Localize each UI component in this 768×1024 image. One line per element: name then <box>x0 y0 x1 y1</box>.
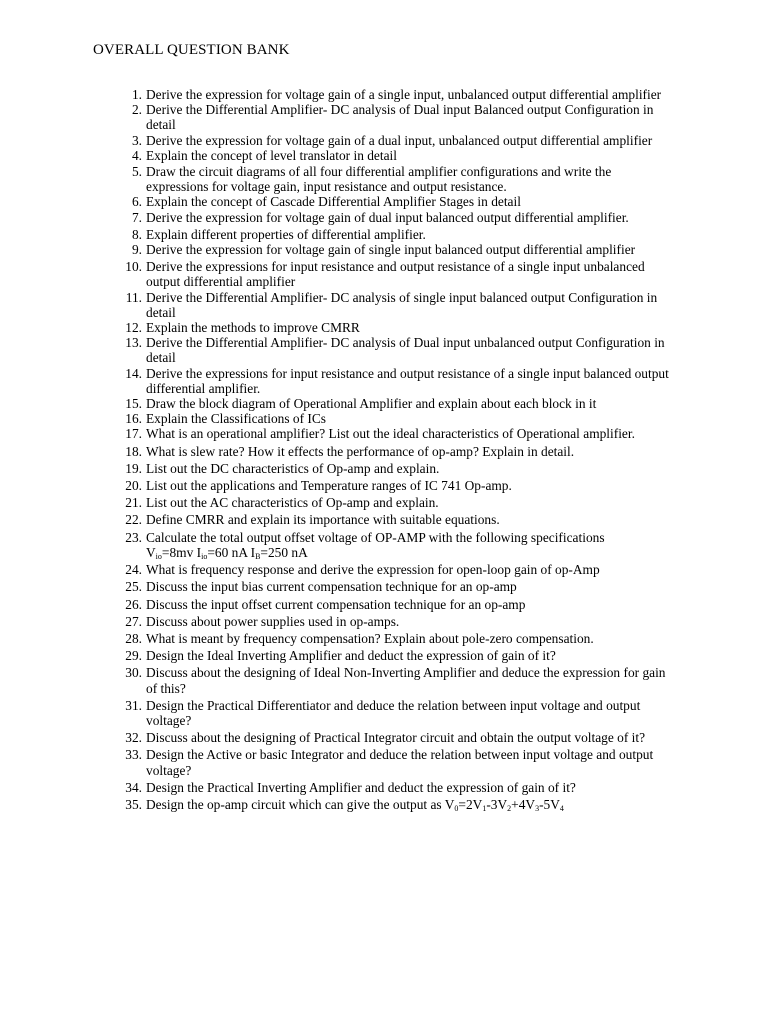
question-text: List out the AC characteristics of Op-amp and explain. <box>146 495 439 511</box>
subscript: 3 <box>535 803 540 813</box>
question-text: What is an operational amplifier? List out the ideal characteristics of Operational amplifier. <box>146 426 635 442</box>
question-text: Discuss the input bias current compensation technique for an op-amp <box>146 579 517 595</box>
question-text: Design the Ideal Inverting Amplifier and deduct the expression of gain of it? <box>146 648 556 664</box>
list-item <box>114 335 674 365</box>
question-text: Explain the methods to improve CMRR <box>146 320 360 336</box>
subscript: B <box>255 551 261 561</box>
output-formula <box>445 797 564 812</box>
subscript: 1 <box>482 803 487 813</box>
question-text: Discuss about power supplies used in op-amps. <box>146 613 400 629</box>
list-item <box>114 614 674 629</box>
list-item <box>114 495 674 510</box>
question-text: Draw the circuit diagrams of all four differential amplifier configurations and write the expressions for voltage gain, input resistance and output resistance. <box>146 164 612 195</box>
list-item <box>114 426 674 441</box>
spec-text: =60 nA <box>207 544 251 560</box>
question-text: Derive the Differential Amplifier- DC analysis of Dual input unbalanced output Configuration in detail <box>146 335 665 366</box>
spec-text: =8mv <box>161 544 197 560</box>
spec-text: =250 nA <box>260 544 308 560</box>
question-number: 19. <box>125 460 142 476</box>
list-item <box>114 530 674 560</box>
list-item <box>114 210 674 225</box>
list-item <box>114 648 674 663</box>
question-text: What is frequency response and derive the expression for open-loop gain of op-Amp <box>146 562 600 578</box>
question-number: 21. <box>125 495 142 511</box>
list-item <box>114 320 674 335</box>
question-number: 28. <box>125 630 142 646</box>
question-number: 22. <box>125 512 142 528</box>
list-item <box>114 698 674 728</box>
subscript: io <box>201 551 208 561</box>
question-number: 30. <box>125 665 142 681</box>
question-number: 12. <box>125 320 142 336</box>
list-item <box>114 87 674 102</box>
question-number: 1. <box>131 87 142 102</box>
subscript: 4 <box>559 803 564 813</box>
question-number: 9. <box>131 242 142 258</box>
list-item <box>114 631 674 646</box>
question-text: Calculate the total output offset voltage of OP-AMP with the following specifications <box>146 529 605 545</box>
question-text: Design the Active or basic Integrator and deduce the relation between input voltage and output voltage? <box>146 747 654 778</box>
list-item <box>114 512 674 527</box>
question-text: Design the op-amp circuit which can give the output as <box>146 796 445 812</box>
subscript: 2 <box>507 803 512 813</box>
subscript: 0 <box>454 803 459 813</box>
list-item <box>114 461 674 476</box>
list-item <box>114 562 674 577</box>
list-item <box>114 747 674 777</box>
question-number: 17. <box>125 426 142 442</box>
question-number: 2. <box>131 102 142 118</box>
spec-text: I <box>196 544 202 560</box>
list-item <box>114 164 674 194</box>
formula-term: +4V <box>511 796 536 812</box>
list-item <box>114 579 674 594</box>
question-text: List out the DC characteristics of Op-amp and explain. <box>146 460 440 476</box>
question-text: Explain the Classifications of ICs <box>146 411 327 427</box>
list-item <box>114 444 674 459</box>
question-text: Define CMRR and explain its importance with suitable equations. <box>146 512 500 528</box>
question-spec <box>146 545 308 560</box>
formula-term: -3V <box>486 796 508 812</box>
question-list <box>114 87 674 812</box>
question-number: 24. <box>125 562 142 578</box>
spec-text: I <box>250 544 256 560</box>
subscript: io <box>155 551 162 561</box>
question-text: Derive the expression for voltage gain of single input balanced output differential amplifier <box>146 242 636 258</box>
list-item <box>114 133 674 148</box>
question-number: 34. <box>125 779 142 795</box>
question-number: 25. <box>125 579 142 595</box>
formula-term: V <box>444 796 455 812</box>
question-text: Design the Practical Inverting Amplifier and deduct the expression of gain of it? <box>146 779 576 795</box>
list-item <box>114 780 674 795</box>
list-item <box>114 194 674 209</box>
question-number: 27. <box>125 613 142 629</box>
formula-term: =2V <box>458 796 483 812</box>
list-item <box>114 242 674 257</box>
list-item <box>114 227 674 242</box>
question-number: 31. <box>125 697 142 713</box>
question-text: Design the Practical Differentiator and deduce the relation between input voltage and output voltage? <box>146 697 641 728</box>
question-number: 32. <box>125 730 142 746</box>
list-item <box>114 597 674 612</box>
question-text: Derive the Differential Amplifier- DC analysis of single input balanced output Configuration in detail <box>146 289 658 320</box>
question-text: Derive the expressions for input resistance and output resistance of a single input unbalanced output differential amplifier <box>146 259 645 290</box>
question-text: Explain the concept of level translator in detail <box>146 147 397 163</box>
formula-term: -5V <box>539 796 560 812</box>
question-number: 26. <box>125 596 142 612</box>
question-text: Derive the Differential Amplifier- DC analysis of Dual input Balanced output Configuration in detail <box>146 102 654 133</box>
list-item <box>114 290 674 320</box>
list-item <box>114 148 674 163</box>
question-number: 3. <box>131 132 142 148</box>
question-text: What is slew rate? How it effects the performance of op-amp? Explain in detail. <box>146 443 575 459</box>
question-number: 4. <box>131 147 142 163</box>
question-number: 23. <box>125 529 142 545</box>
list-item <box>114 478 674 493</box>
question-text: What is meant by frequency compensation? Explain about pole-zero compensation. <box>146 630 594 646</box>
question-number: 18. <box>125 443 142 459</box>
question-number: 20. <box>125 478 142 494</box>
question-number: 16. <box>125 411 142 427</box>
question-number: 14. <box>125 365 142 381</box>
question-number: 13. <box>125 335 142 351</box>
question-text: Derive the expressions for input resistance and output resistance of a single input balanced output differential amplifier. <box>146 365 669 396</box>
list-item <box>114 665 674 695</box>
question-number: 35. <box>125 796 142 812</box>
question-number: 8. <box>131 226 142 242</box>
question-text: Derive the expression for voltage gain of dual input balanced output differential amplifier. <box>146 209 629 225</box>
question-text: List out the applications and Temperature ranges of IC 741 Op-amp. <box>146 478 512 494</box>
question-text: Discuss the input offset current compensation technique for an op-amp <box>146 596 526 612</box>
page-title: OVERALL QUESTION BANK <box>93 42 290 58</box>
question-text: Derive the expression for voltage gain of a dual input, unbalanced output differential amplifier <box>146 132 653 148</box>
question-text: Derive the expression for voltage gain of a single input, unbalanced output differential amplifier <box>146 87 662 102</box>
question-number: 7. <box>131 209 142 225</box>
question-text: Discuss about the designing of Ideal Non-Inverting Amplifier and deduce the expression for gain of this? <box>146 665 666 696</box>
spec-text: V <box>146 544 156 560</box>
list-item <box>114 797 674 812</box>
question-number: 6. <box>131 194 142 210</box>
list-item <box>114 396 674 411</box>
question-text: Explain different properties of differential amplifier. <box>146 226 426 242</box>
question-number: 29. <box>125 648 142 664</box>
list-item <box>114 366 674 396</box>
question-text: Draw the block diagram of Operational Amplifier and explain about each block in it <box>146 396 597 412</box>
question-number: 11. <box>125 289 142 305</box>
question-text: Explain the concept of Cascade Differential Amplifier Stages in detail <box>146 194 521 210</box>
list-item <box>114 102 674 132</box>
question-number: 15. <box>125 396 142 412</box>
list-item <box>114 411 674 426</box>
list-item <box>114 259 674 289</box>
question-number: 5. <box>131 164 142 180</box>
list-item <box>114 730 674 745</box>
question-number: 33. <box>125 747 142 763</box>
question-number: 10. <box>125 259 142 275</box>
question-text: Discuss about the designing of Practical Integrator circuit and obtain the output voltage of it? <box>146 730 646 746</box>
